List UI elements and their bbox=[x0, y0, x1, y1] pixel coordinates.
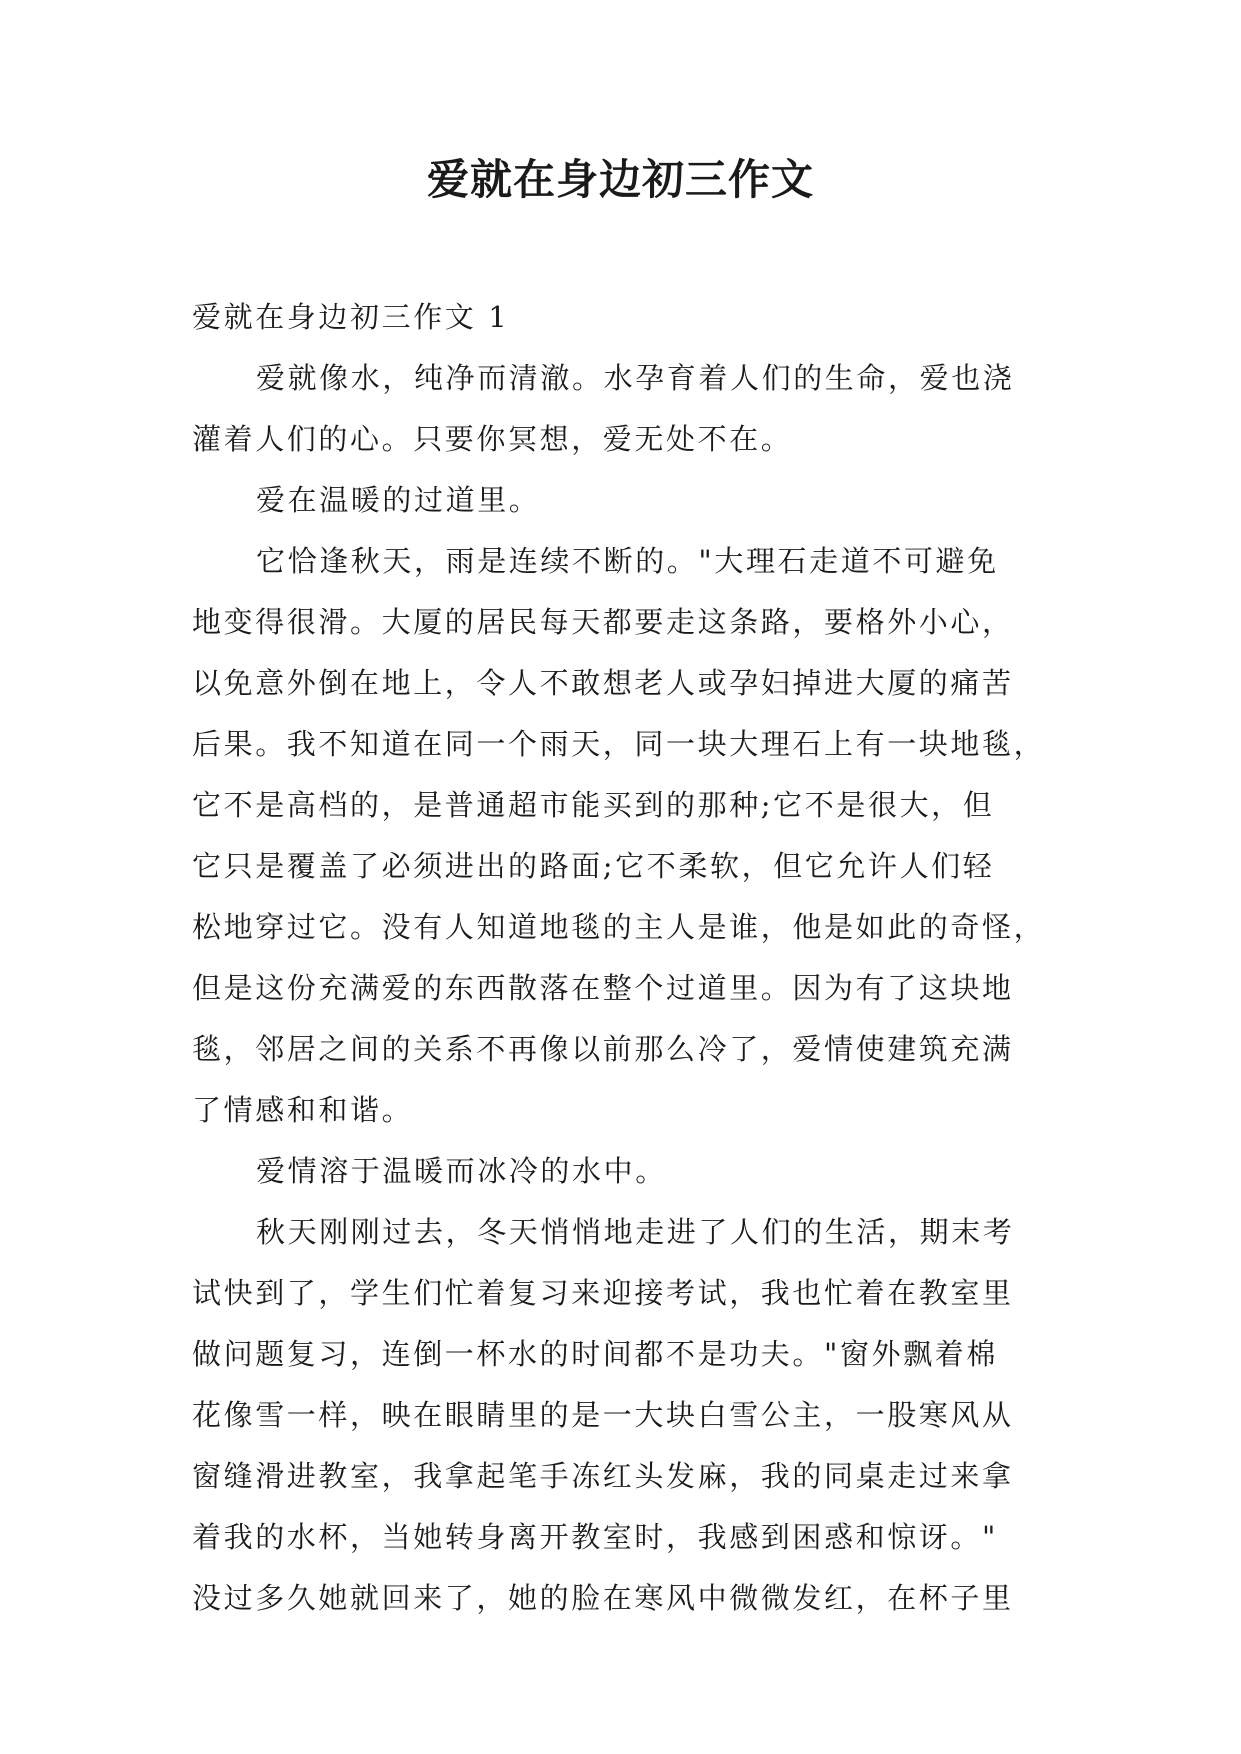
paragraph-line: 后果。我不知道在同一个雨天，同一块大理石上有一块地毯， bbox=[192, 727, 1046, 761]
section-heading: 爱就在身边初三作文 1 bbox=[192, 300, 510, 334]
paragraph-line: 爱就像水，纯净而清澈。水孕育着人们的生命，爱也浇 bbox=[256, 361, 1015, 395]
paragraph-line: 着我的水杯，当她转身离开教室时，我感到困惑和惊讶。" bbox=[192, 1520, 998, 1554]
document-title: 爱就在身边初三作文 bbox=[426, 155, 814, 204]
paragraph-line: 松地穿过它。没有人知道地毯的主人是谁，他是如此的奇怪， bbox=[192, 910, 1046, 944]
paragraph-line: 它恰逢秋天，雨是连续不断的。"大理石走道不可避免 bbox=[256, 544, 999, 578]
paragraph-line: 爱情溶于温暖而冰冷的水中。 bbox=[256, 1154, 667, 1188]
paragraph-line: 毯，邻居之间的关系不再像以前那么冷了，爱情使建筑充满 bbox=[192, 1032, 1014, 1066]
paragraph-line: 试快到了，学生们忙着复习来迎接考试，我也忙着在教室里 bbox=[192, 1276, 1014, 1310]
paragraph-line: 花像雪一样，映在眼睛里的是一大块白雪公主，一股寒风从 bbox=[192, 1398, 1014, 1432]
paragraph-line: 以免意外倒在地上，令人不敢想老人或孕妇掉进大厦的痛苦 bbox=[192, 666, 1014, 700]
paragraph-line: 做问题复习，连倒一杯水的时间都不是功夫。"窗外飘着棉 bbox=[192, 1337, 998, 1371]
paragraph-line: 没过多久她就回来了，她的脸在寒风中微微发红，在杯子里 bbox=[192, 1581, 1014, 1615]
paragraph-line: 地变得很滑。大厦的居民每天都要走这条路，要格外小心， bbox=[192, 605, 1014, 639]
paragraph-line: 窗缝滑进教室，我拿起笔手冻红头发麻，我的同桌走过来拿 bbox=[192, 1459, 1014, 1493]
paragraph-line: 爱在温暖的过道里。 bbox=[256, 483, 541, 517]
paragraph-line: 它只是覆盖了必须进出的路面;它不柔软，但它允许人们轻 bbox=[192, 849, 995, 883]
paragraph-line: 灌着人们的心。只要你冥想，爱无处不在。 bbox=[192, 422, 793, 456]
document-body bbox=[192, 287, 1052, 1629]
paragraph-line: 但是这份充满爱的东西散落在整个过道里。因为有了这块地 bbox=[192, 971, 1014, 1005]
paragraph-line: 它不是高档的，是普通超市能买到的那种;它不是很大，但 bbox=[192, 788, 995, 822]
paragraph-line: 了情感和和谐。 bbox=[192, 1093, 414, 1127]
paragraph-line: 秋天刚刚过去，冬天悄悄地走进了人们的生活，期末考 bbox=[256, 1215, 1015, 1249]
